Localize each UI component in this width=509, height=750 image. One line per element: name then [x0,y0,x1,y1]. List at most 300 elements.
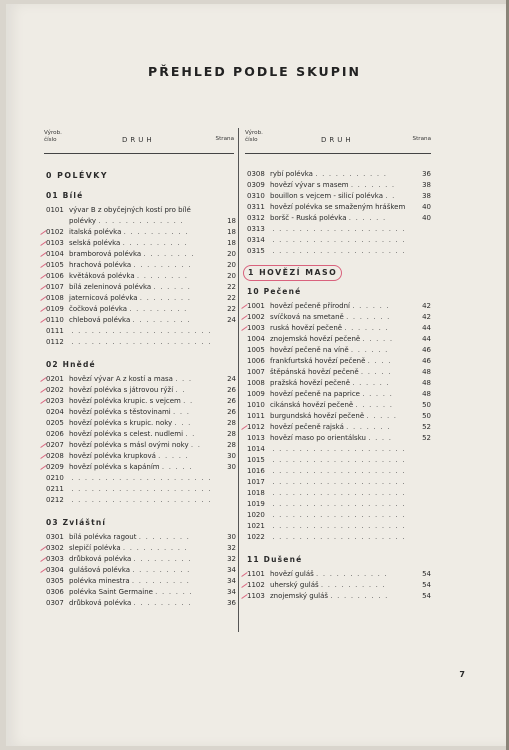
page-reference: 42 [422,313,431,321]
dish-name: italská polévka [69,228,122,236]
product-code: 0209 [46,463,64,471]
dot-leader: . . . . . . [153,283,192,291]
page-reference: 54 [422,592,431,600]
page-reference: 28 [227,419,236,427]
product-code: 0207 [46,441,64,449]
dot-leader: . . . . . . . . . . [122,544,188,552]
index-column-left [46,169,236,609]
header-kind-label: DRUH [122,136,155,144]
header-code-label [44,130,62,144]
index-row [46,249,236,260]
page-reference: 54 [422,581,431,589]
header-code-line2: číslo [44,137,57,143]
dish-name: hovězí maso po orientálsku [270,434,366,442]
dish-name: boršč - Ruská polévka [270,214,347,222]
dish-name: bílá polévka ragout [69,533,137,541]
dish-name: pražská hovězí pečeně [270,379,351,387]
dot-leader: . . . . . [360,368,392,376]
dot-leader: . . . . . . . . . . . . . . . . . . . . [272,500,406,508]
subsection-heading: 11 Dušené [247,555,303,564]
dish-name: hovězí polévka krupková [69,452,156,460]
dish-name: hrachová polévka [69,261,132,269]
index-row [46,282,236,293]
index-row [247,356,431,367]
product-code: 0105 [46,261,64,269]
dot-leader: . . . . . [366,412,398,420]
dish-name: ruská hovězí pečeně [270,324,343,332]
dot-leader: . . . . . [362,390,394,398]
page-title: PŘEHLED PODLE SKUPIN [148,64,361,79]
index-row [46,543,236,554]
index-row [46,205,236,216]
page-reference: 46 [422,346,431,354]
product-code: 1101 [247,570,265,578]
index-row [247,569,431,580]
dish-name: rybí polévka [270,170,313,178]
dot-leader: . . . . . . . . . [129,305,188,313]
dot-leader: . . . . . . . . . . [122,239,188,247]
index-row [247,213,431,224]
dish-name: svíčková na smetaně [270,313,344,321]
index-row [46,587,236,598]
page-reference: 22 [227,294,236,302]
product-code: 0314 [247,236,265,244]
dot-leader: . . [185,430,196,438]
index-row [46,598,236,609]
dot-leader: . . . . . . . . . [133,599,192,607]
index-row [247,411,431,422]
page-reference: 50 [422,412,431,420]
page-reference: 18 [227,217,236,225]
dish-name: hovězí polévka s kapáním [69,463,160,471]
dot-leader: . . . . . . [155,588,193,596]
product-code: 0211 [46,485,64,493]
product-code: 0110 [46,316,64,324]
dot-leader: . . . . . . . [350,181,396,189]
product-code: 0308 [247,170,265,178]
dot-leader: . . . . . . . . . . . . . . . . . . . . [272,478,406,486]
dish-name: štěpánská hovězí pečeně [270,368,359,376]
index-row [247,510,431,521]
dot-leader: . . . [174,419,192,427]
dot-leader: . . . . . . . . . [133,555,192,563]
page-reference: 22 [227,283,236,291]
dish-name: hovězí polévka s celest. nudlemi [69,430,184,438]
header-page-label: Strana [412,136,431,142]
dot-leader: . . . . . . . . . . . . . . . . . . . . [272,247,406,255]
page-reference: 32 [227,544,236,552]
dish-name: cikánská hovězí pečeně [270,401,354,409]
page-reference: 54 [422,570,431,578]
product-code: 1006 [247,357,265,365]
index-row [247,301,431,312]
dot-leader: . . . . . . . . . . . . . . . . . . . . . [71,338,212,346]
product-code: 0303 [46,555,64,563]
page-reference: 22 [227,305,236,313]
dot-leader: . . . . . . . . [138,533,191,541]
product-code: 0204 [46,408,64,416]
product-code: 1004 [247,335,265,343]
dot-leader: . . . . . [161,463,193,471]
dot-leader: . . . . [367,357,392,365]
page-reference: 34 [227,588,236,596]
page-reference: 30 [227,452,236,460]
page-reference: 38 [422,192,431,200]
column-divider [238,128,239,632]
product-code: 0104 [46,250,64,258]
dot-leader: . . . . . . . . . . . . . . . . . . . . [272,456,406,464]
product-code: 0301 [46,533,64,541]
dot-leader: . . . . . . [355,401,394,409]
dot-leader: . . . . . . . . . . . . . . . . . . . . [272,533,406,541]
dot-leader: . . . . . . . . . [132,316,191,324]
product-code: 1005 [247,346,265,354]
dish-name: drůbková polévka [69,555,132,563]
dish-name: polévka minestra [69,577,130,585]
page-reference: 34 [227,566,236,574]
index-row [247,224,431,235]
dish-name: selská polévka [69,239,121,247]
dot-leader: . . [190,441,202,449]
page-reference: 48 [422,368,431,376]
page-reference: 50 [422,401,431,409]
index-row [247,488,431,499]
index-row [247,191,431,202]
index-row [46,440,236,451]
page-reference: 20 [227,272,236,280]
section-spacer [247,257,431,265]
dish-name: hovězí polévka s těstovinami [69,408,171,416]
index-row [46,304,236,315]
index-row [46,418,236,429]
dot-leader: . . . . . [362,335,394,343]
dot-leader: . . . . . . . . . . . . . . . . . . . . . [71,485,212,493]
index-row [46,315,236,326]
dish-name: frankfurtská hovězí pečeně [270,357,366,365]
dot-leader: . . . [173,408,191,416]
index-row [247,169,431,180]
dish-name: hovězí pečeně přírodní [270,302,350,310]
header-page-label: Strana [215,136,234,142]
page-reference: 28 [227,430,236,438]
index-row [247,312,431,323]
dot-leader: . . . . . . . . . . . . . . . . . . . . [272,489,406,497]
dish-name: květáková polévka [69,272,135,280]
product-code: 0309 [247,181,265,189]
dot-leader: . . . . . . . . . [330,592,389,600]
page-reference: 26 [227,397,236,405]
product-code: 1002 [247,313,265,321]
section-spacer [46,348,236,356]
dot-leader: . . . . . . . . . [132,566,191,574]
dot-leader: . . [385,192,396,200]
dot-leader: . . . . . . . [346,313,391,321]
index-row [247,367,431,378]
product-code: 1015 [247,456,265,464]
index-row [247,455,431,466]
page-reference: 18 [227,228,236,236]
dot-leader: . . . . . . . [346,423,391,431]
dot-leader: . . . . . . . . . . . . . . . . . . . . [272,445,406,453]
index-row [247,580,431,591]
subsection-heading: 02 Hnědé [46,360,96,369]
index-row [247,389,431,400]
index-row [46,484,236,495]
section-spacer [247,543,431,551]
product-code: 0304 [46,566,64,574]
index-row [247,521,431,532]
dish-name: drůbková polévka [69,599,132,607]
dot-leader: . . . [175,375,193,383]
index-row [46,429,236,440]
product-code: 0103 [46,239,64,247]
product-code: 0206 [46,430,64,438]
dish-name: vývar B z obyčejných kostí pro bílé [69,206,191,214]
index-row [46,374,236,385]
subsection-heading: 01 Bílé [46,191,84,200]
index-row [46,227,236,238]
index-row [46,396,236,407]
page-reference: 40 [422,203,431,211]
product-code: 0312 [247,214,265,222]
dot-leader: . . . . . . . . . . . [315,170,388,178]
dot-leader: . . . . . [158,452,189,460]
index-row [247,378,431,389]
dot-leader: . . . . . . . . [143,250,195,258]
page-reference: 42 [422,302,431,310]
header-code-line1: Výrob. [245,130,263,136]
index-row [46,473,236,484]
product-code: 1021 [247,522,265,530]
dot-leader: . . [175,386,186,394]
dot-leader: . . . . [368,434,393,442]
dish-name: hovězí polévka krupic. s vejcem [69,397,181,405]
index-row [247,180,431,191]
index-row [46,337,236,348]
product-code: 1019 [247,500,265,508]
product-code: 0212 [46,496,64,504]
index-row [46,271,236,282]
dish-name: uherský guláš [270,581,319,589]
index-row [46,407,236,418]
dot-leader: . . . . . . . . . . . . . . . . . . . . [272,511,406,519]
dish-name: hovězí pečeně rajská [270,423,344,431]
product-code: 1003 [247,324,265,332]
dish-name: hovězí polévka s krupic. noky [69,419,173,427]
product-code: 0202 [46,386,64,394]
product-code: 0106 [46,272,64,280]
page-reference: 34 [227,577,236,585]
page-reference: 20 [227,250,236,258]
page-reference: 38 [422,181,431,189]
page-reference: 20 [227,261,236,269]
dish-name: chlebová polévka [69,316,131,324]
index-row [247,433,431,444]
index-row [247,323,431,334]
dish-name: burgundská hovězí pečeně [270,412,365,420]
index-row [247,235,431,246]
dish-name: hovězí vývar s masem [270,181,349,189]
product-code: 0208 [46,452,64,460]
dish-name: hovězí guláš [270,570,314,578]
index-row [46,576,236,587]
product-code: 1016 [247,467,265,475]
page-reference: 48 [422,379,431,387]
dot-leader: . . . . . . . [344,324,389,332]
header-code-line2: číslo [245,137,258,143]
section-heading: 0 POLÉVKY [46,171,108,180]
product-code: 1102 [247,581,265,589]
dot-leader: . . . . . . . . . . . . . . . . . . . . . [71,327,212,335]
product-code: 0203 [46,397,64,405]
product-code: 1022 [247,533,265,541]
index-row [46,238,236,249]
dish-name: polévky [69,217,97,225]
dot-leader: . . . . . . . . . . . . . . . . . . . . [272,467,406,475]
dot-leader: . . . . . . . . . . . . . . . . . . . . . [71,496,212,504]
page-reference: 44 [422,335,431,343]
dish-name: hovězí vývar A z kostí a masa [69,375,173,383]
page-reference: 24 [227,375,236,383]
index-row [247,532,431,543]
page-reference: 36 [227,599,236,607]
page-reference: 24 [227,316,236,324]
section-heading: 1 HOVĚZÍ MASO [243,265,342,281]
dish-name: hovězí polévka se smaženým hráškem [270,203,406,211]
dot-leader: . . . . . . . . . [133,261,192,269]
dish-name: gulášová polévka [69,566,131,574]
section-spacer [46,506,236,514]
index-row [247,345,431,356]
product-code: 0313 [247,225,265,233]
page-reference: 28 [227,441,236,449]
index-row [46,451,236,462]
dish-name: polévka Saint Germaine [69,588,153,596]
product-code: 0201 [46,375,64,383]
dot-leader: . . . . . . [350,346,389,354]
dish-name: znojemský guláš [270,592,329,600]
dot-leader: . . . . . . [352,302,390,310]
page-number: 7 [459,670,465,679]
index-row [46,565,236,576]
index-row [247,246,431,257]
product-code: 0302 [46,544,64,552]
page-reference: 52 [422,434,431,442]
dot-leader: . . . . . . . . . . . . . . . . . . . . . [71,474,212,482]
header-kind-label: DRUH [321,136,354,144]
product-code: 0210 [46,474,64,482]
section-heading-row [247,265,431,283]
page-reference: 30 [227,533,236,541]
dot-leader: . . . . . . . . . . [320,581,386,589]
index-row [247,499,431,510]
product-code: 1008 [247,379,265,387]
page-reference: 36 [422,170,431,178]
product-code: 0205 [46,419,64,427]
product-code: 1010 [247,401,265,409]
page-reference: 48 [422,390,431,398]
index-row [247,202,431,213]
table-header-right [245,128,431,154]
index-row [247,444,431,455]
table-header-left [44,128,234,154]
index-row [247,334,431,345]
index-row [46,554,236,565]
product-code: 1007 [247,368,265,376]
index-row [247,591,431,602]
index-row [46,216,236,227]
page-reference: 18 [227,239,236,247]
dot-leader: . . . . . . . . . . . . . . . . . . . . [272,522,406,530]
product-code: 1011 [247,412,265,420]
header-code-label [245,130,263,144]
product-code: 0315 [247,247,265,255]
dot-leader: . . . . . . . . [139,294,192,302]
index-column-right [247,169,431,602]
dot-leader: . . [183,397,194,405]
dish-name: bramborová polévka [69,250,142,258]
product-code: 0109 [46,305,64,313]
product-code: 0311 [247,203,265,211]
subsection-heading: 03 Zvláštní [46,518,107,527]
header-code-line1: Výrob. [44,130,62,136]
index-row [46,326,236,337]
product-code: 0307 [46,599,64,607]
dish-name: hovězí pečeně na paprice [270,390,360,398]
index-row [46,495,236,506]
page-reference: 26 [227,408,236,416]
product-code: 1018 [247,489,265,497]
dot-leader: . . . . . . . . . [131,577,191,585]
product-code: 1013 [247,434,265,442]
index-row [46,293,236,304]
index-row [46,462,236,473]
dot-leader: . . . . . . . . . . . . . [98,217,184,225]
dish-name: slepičí polévka [69,544,121,552]
dish-name: hovězí polévka s játrovou rýží [69,386,174,394]
dot-leader: . . . . . . . . . . . . . . . . . . . . [272,236,406,244]
dot-leader: . . . . . . . . . . . . . . . . . . . . [272,225,406,233]
index-row [46,385,236,396]
product-code: 0108 [46,294,64,302]
dish-name: bílá zeleninová polévka [69,283,152,291]
product-code: 1001 [247,302,265,310]
product-code: 1009 [247,390,265,398]
dot-leader: . . . . . . . . . . . [316,570,388,578]
subsection-heading: 10 Pečené [247,287,302,296]
dish-name: hovězí pečeně na víně [270,346,349,354]
dish-name: znojemská hovězí pečeně [270,335,361,343]
dot-leader: . . . . . . . . . . [123,228,189,236]
dish-name: bouillon s vejcem - silicí polévka [270,192,383,200]
dot-leader: . . . . . . [348,214,387,222]
product-code: 1014 [247,445,265,453]
product-code: 0306 [46,588,64,596]
product-code: 0305 [46,577,64,585]
product-code: 0102 [46,228,64,236]
dot-leader: . . . . . . [352,379,390,387]
product-code: 1017 [247,478,265,486]
page-reference: 40 [422,214,431,222]
product-code: 0310 [247,192,265,200]
page-reference: 46 [422,357,431,365]
product-code: 1103 [247,592,265,600]
index-row [247,477,431,488]
product-code: 1012 [247,423,265,431]
index-row [46,260,236,271]
product-code: 0107 [46,283,64,291]
section-heading-row [46,169,236,187]
